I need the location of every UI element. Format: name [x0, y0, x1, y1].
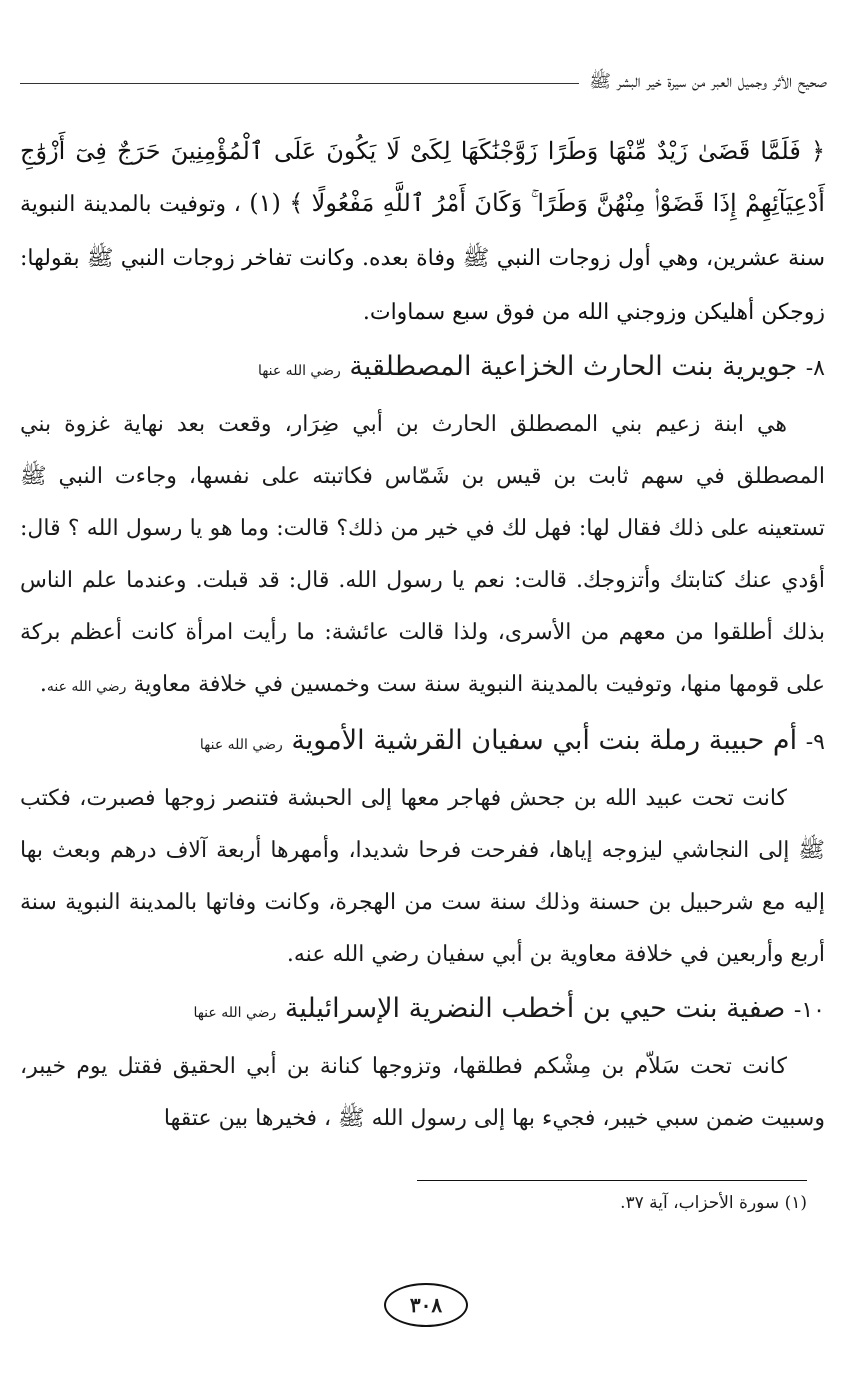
- section-heading-9: [20, 713, 825, 773]
- book-title: صحيح الأثر وجميل العبر من سيرة خير البشر ﷺ: [589, 71, 827, 92]
- section-title: صفية بنت حيي بن أخطب النضرية الإسرائيلية: [284, 993, 786, 1024]
- section-heading-8: [20, 339, 825, 399]
- quran-verse: فَلَمَّا قَضَىٰ زَيْدٌ مِّنْهَا وَطَرًا زَوَّجْنَٰكَهَا لِكَىْ لَا يَكُونَ عَلَى ٱلْمُؤْمِنِينَ حَرَجٌ فِىٓ أَزْوَٰجِ أَدْعِيَآئِهِمْ إِذَا قَضَوْا۟ مِنْهُنَّ وَطَرًا ۚ وَكَانَ أَمْرُ ٱللَّهِ مَفْعُولًا: [20, 137, 825, 217]
- paragraph-quran: [20, 125, 825, 339]
- paragraph-text: ، وتوفيت بالمدينة النبوية سنة عشرين، وهي أول زوجات النبي ﷺ وفاة بعده. وكانت تفاخر زوجات النبي ﷺ بقولها: زوجكن أهليكن وزوجني الله من فوق سبع سماوات.: [20, 192, 826, 325]
- page-number: ٣٠٨: [384, 1283, 468, 1327]
- main-text: [20, 125, 825, 1145]
- honorific: رضي الله عنها: [193, 1005, 277, 1021]
- quran-bracket-open: ﴿: [810, 137, 825, 165]
- paragraph-9: كانت تحت عبيد الله بن جحش فهاجر معها إلى الحبشة فتنصر زوجها فصبرت، فكتب ﷺ إلى النجاشي ليزوجه إياها، ففرحت فرحا شديدا، وأمهرها أربعة آلاف درهم وبعث بها إليه مع شرحبيل بن حسنة وذلك سنة ست من الهجرة، وكانت وفاتها بالمدينة النبوية سنة أربع وأربعين في خلافة معاوية بن أبي سفيان رضي الله عنه.: [20, 786, 825, 967]
- header-rule: [20, 83, 579, 84]
- honorific: رضي الله عنه: [46, 679, 127, 695]
- section-number: ٨-: [805, 356, 825, 381]
- footnote-rule: [417, 1180, 807, 1181]
- section-title: جويرية بنت الحارث الخزاعية المصطلقية: [349, 351, 798, 382]
- footnote: (١) سورة الأحزاب، آية ٣٧.: [620, 1193, 807, 1213]
- paragraph-8: هي ابنة زعيم بني المصطلق الحارث بن أبي ضِرَار، وقعت بعد نهاية غزوة بني المصطلق في سهم ثابت بن قيس بن شَمّاس فكاتبته على نفسها، وجاءت النبي ﷺ تستعينه على ذلك فقال لها: فهل لك في خير من ذلك؟ قالت: وما هو يا رسول الله ؟ قال: أؤدي عنك كتابتك وأتزوجك. قالت: نعم يا رسول الله. قال: قد قبلت. وعندما علم الناس بذلك أطلقوا من معهم من الأسرى، ولذا قالت عائشة: ما رأيت امرأة كانت أعظم بركة على قومها منها، وتوفيت بالمدينة النبوية سنة ست وخمسين في خلافة معاوية رضي الله عنه.: [20, 412, 825, 697]
- section-number: ٩-: [805, 730, 825, 755]
- paragraph-10: كانت تحت سَلاّم بن مِشْكم فطلقها، وتزوجها كنانة بن أبي الحقيق فقتل يوم خيبر، وسبيت ضمن سبي خيبر، فجيء بها إلى رسول الله ﷺ ، فخيرها بين عتقها: [20, 1054, 825, 1131]
- running-header: [20, 70, 827, 96]
- paragraph-text: هي ابنة زعيم بني المصطلق الحارث بن أبي ضِرَار، وقعت بعد نهاية غزوة بني المصطلق في سهم ثابت بن قيس بن شَمّاس فكاتبته على نفسها، وجاءت النبي ﷺ تستعينه على ذلك فقال لها: فهل لك في خير من ذلك؟ قالت: وما هو يا رسول الله ؟ قال: أؤدي عنك كتابتك وأتزوجك. قالت: نعم يا رسول الله. قال: قد قبلت. وعندما علم الناس بذلك أطلقوا من معهم من الأسرى، ولذا قالت عائشة: ما رأيت امرأة كانت أعظم بركة على قومها منها، وتوفيت بالمدينة النبوية سنة ست وخمسين في خلافة معاوية: [20, 412, 825, 697]
- section-title: أم حبيبة رملة بنت أبي سفيان القرشية الأموية: [291, 725, 798, 756]
- section-number: ١٠-: [793, 998, 825, 1023]
- footnote-ref: (١): [249, 189, 281, 217]
- honorific: رضي الله عنها: [199, 737, 283, 753]
- quran-bracket-close: ﴾: [289, 189, 304, 217]
- section-heading-10: [20, 981, 825, 1041]
- honorific: رضي الله عنها: [257, 363, 341, 379]
